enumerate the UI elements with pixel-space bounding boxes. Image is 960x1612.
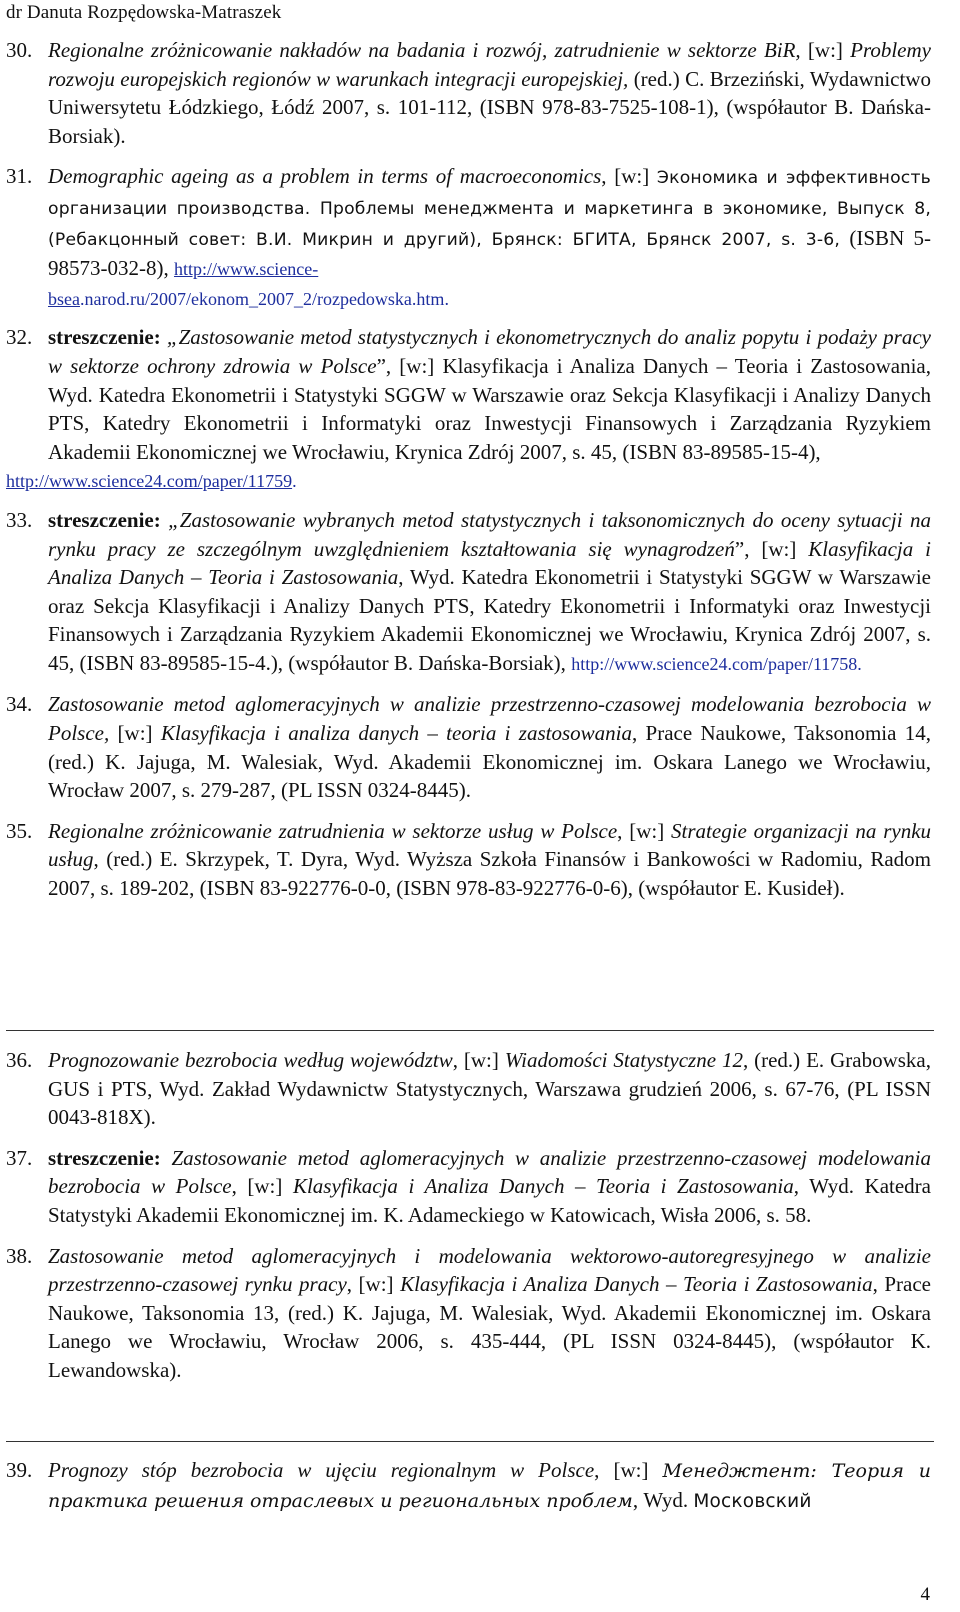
entry-details: , Prace Naukowe, Taksonomia 14, (red.) K. Jajuga, M. Walesiak, Wyd. Akademii Ekonomicznej im. Oskara Lanego we Wrocławiu, Wrocław 2007, s. 279-287, (PL ISSN 0324-8445).: [48, 721, 932, 803]
entry-source-cyrillic: Менеджтент: Теория и практика решения отраслевых и региональных проблем: [48, 1460, 932, 1512]
entry-source-cyrillic: Экономика и эффективность организации производства. Проблемы менеджмента и маркетинга в экономике, Выпуск 8, (Ребакцонный совет: В.И. Микрин и другий), Брянск: БГИТА, Брянск 2007, s. 3-6,: [48, 168, 931, 250]
entry-title: Zastosowanie metod aglomeracyjnych w analizie przestrzenno-czasowej modelowania bezrobocia w Polsce: [48, 1145, 931, 1199]
entry-details: , Wyd. Katedra Ekonometrii i Statystyki SGGW w Warszawie oraz Sekcja Klasyfikacji i Analizy Danych PTS, Katedry Ekonometrii i Informatyki oraz Inwestycji Finansowych i Zarządzania Ryzykiem Akademii Ekonomicznej we Wrocławiu, Krynica Zdrój 2007, s. 45, (ISBN 83-89585-15-4.), (współautor B. Dańska-Borsiak),: [48, 565, 931, 675]
entry-url-link[interactable]: http://www.science24.com/paper/11758: [571, 653, 858, 674]
entry-number: 38.: [6, 1243, 33, 1268]
entry-title: Prognozy stóp bezrobocia w ujęciu regionalnym w Polsce: [48, 1458, 595, 1482]
publication-list-continued: [6, 1046, 960, 1385]
publication-entry-31: [6, 162, 960, 313]
entry-number: 39.: [6, 1458, 33, 1482]
publication-entry-35: [6, 817, 960, 903]
publication-list: [6, 36, 960, 903]
entry-url-link-continued[interactable]: bsea: [48, 288, 80, 309]
entry-in: , [w:]: [452, 1048, 499, 1072]
entry-title: „Zastosowanie metod statystycznych i ekonometrycznych do analiz popytu i podaży pracy w sektorze ochrony zdrowia w Polsce: [48, 325, 931, 378]
entry-source: Strategie organizacji na rynku usług: [48, 818, 932, 872]
entry-title: Zastosowanie metod aglomeracyjnych w analizie przestrzenno-czasowej modelowania bezrobocia w Polsce,: [48, 692, 931, 746]
entry-details: , Prace Naukowe, Taksonomia 13, (red.) K. Jajuga, M. Walesiak, Wyd. Akademii Ekonomicznej im. Oskara Lanego we Wrocławiu, Wrocław 2006, s. 435-444, (PL ISSN 0324-8445), (współautor K. Lewandowska).: [48, 1272, 931, 1382]
entry-text: [48, 1144, 931, 1230]
entry-source: Klasyfikacja i analiza danych – teoria i zastosowania: [160, 721, 632, 746]
entry-text: [48, 36, 931, 150]
entry-number: 31.: [6, 164, 33, 189]
publication-entry-39: [6, 1456, 960, 1516]
entry-in: ”, [w:]: [734, 536, 797, 561]
entry-text: [48, 690, 931, 804]
entry-label: streszczenie:: [48, 1145, 161, 1170]
entry-details: , Wyd. Katedra Statystyki Akademii Ekonomicznej im. K. Adameckiego w Katowicach, Wisła 2006, s. 58.: [48, 1174, 931, 1227]
publication-entry-32: [6, 323, 960, 496]
entry-text: [48, 817, 931, 903]
entry-url-link[interactable]: http://www.science-: [173, 259, 319, 280]
entry-source: Wiadomości Statystyczne 12: [504, 1048, 743, 1072]
entry-in: [w:]: [807, 38, 843, 62]
section-divider: [6, 1441, 934, 1442]
entry-number: 34.: [6, 692, 33, 717]
entry-details: , Wyd.: [632, 1487, 689, 1512]
entry-text: [48, 1242, 931, 1385]
publication-list-final: [6, 1456, 960, 1516]
entry-text: [48, 1456, 931, 1516]
entry-in: , [w:]: [346, 1272, 394, 1297]
entry-title: Zastosowanie metod aglomeracyjnych i modelowania wektorowo-autoregresyjnego w analizie przestrzenno-czasowej rynku pracy: [48, 1243, 931, 1297]
entry-in: , [w:]: [617, 818, 665, 843]
entry-details: ”, [w:] Klasyfikacja i Analiza Danych – Teoria i Zastosowania, Wyd. Katedra Ekonometrii i Statystyki SGGW w Warszawie oraz Sekcja Klasyfikacji i Analizy Danych PTS, Katedry Ekonometrii i Informatyki oraz Inwestycji Finansowych i Zarządzania Ryzykiem Akademii Ekonomicznej we Wrocławiu, Krynica Zdrój 2007, s. 45, (ISBN 83-89585-15-4),: [48, 353, 931, 464]
publication-entry-33: [6, 506, 960, 679]
entry-in: , [w:]: [594, 1458, 649, 1482]
entry-label: streszczenie:: [48, 507, 161, 532]
entry-number: 33.: [6, 507, 33, 532]
entry-source: Problemy rozwoju europejskich regionów w warunkach integracji europejskiej,: [48, 38, 931, 91]
entry-title: Regionalne zróżnicowanie nakładów na badania i rozwój, zatrudnienie w sektorze BiR,: [48, 38, 801, 62]
entry-publisher-cyrillic: Московский: [693, 1490, 812, 1512]
entry-in: [w:]: [117, 721, 153, 746]
entry-url-link[interactable]: http://www.science24.com/paper/11759: [6, 471, 293, 492]
publication-entry-34: [6, 690, 960, 804]
entry-title: Regionalne zróżnicowanie zatrudnienia w sektorze usług w Polsce: [48, 818, 618, 843]
publication-entry-37: [6, 1144, 960, 1230]
entry-in: , [w:]: [231, 1174, 283, 1199]
entry-details: , (red.) E. Skrzypek, T. Dyra, Wyd. Wyższa Szkoła Finansów i Bankowości w Radomiu, Radom 2007, s. 189-202, (ISBN 83-922776-0-0, (ISBN 978-83-922776-0-6), (współautor E. Kusideł).: [48, 847, 931, 901]
entry-number: 37.: [6, 1145, 33, 1170]
section-divider: [6, 1030, 934, 1031]
entry-details: , (red.) E. Grabowska, GUS i PTS, Wyd. Zakład Wydawnictw Statystycznych, Warszawa grudzień 2006, s. 67-76, (PL ISSN 0043-818X).: [48, 1048, 931, 1130]
entry-source: Klasyfikacja i Analiza Danych – Teoria i Zastosowania: [400, 1272, 873, 1297]
publication-entry-36: [6, 1046, 960, 1132]
entry-details: (red.) C. Brzeziński, Wydawnictwo Uniwersytetu Łódzkiego, Łódź 2007, s. 101-112, (ISBN 978-83-7525-108-1), (współautor B. Dańska-Borsiak).: [48, 66, 931, 148]
entry-end: .: [444, 288, 449, 309]
entry-number: 36.: [6, 1048, 33, 1072]
entry-title: Demographic ageing as a problem in terms of macroeconomics: [48, 164, 602, 189]
entry-number: 30.: [6, 38, 33, 62]
publication-entry-38: [6, 1242, 960, 1385]
entry-title: „Zastosowanie wybranych metod statystycznych i taksonomicznych do oceny sytuacji na rynku pracy ze szczególnym uwzględnieniem kształtowania się wynagrodzeń: [48, 507, 931, 561]
entry-in: , [w:]: [601, 164, 650, 189]
entry-source: Klasyfikacja i Analiza Danych – Teoria i Zastosowania: [292, 1174, 794, 1199]
entry-end: .: [292, 471, 297, 492]
entry-url-rest[interactable]: .narod.ru/2007/ekonom_2007_2/rozpedowska.htm: [79, 288, 445, 309]
entry-end: .: [857, 653, 862, 674]
entry-isbn: (ISBN 5-98573-032-8),: [48, 225, 932, 281]
publication-entry-30: [6, 36, 960, 150]
running-header-author: dr Danuta Rozpędowska-Matraszek: [6, 2, 282, 23]
page-number: 4: [920, 1584, 930, 1605]
entry-number: 35.: [6, 818, 33, 843]
entry-text: [48, 1046, 931, 1132]
entry-source: Klasyfikacja i Analiza Danych – Teoria i Zastosowania: [48, 536, 932, 590]
entry-label: streszczenie:: [48, 325, 161, 350]
entry-text: [48, 162, 931, 313]
entry-number: 32.: [6, 325, 33, 350]
entry-title: Prognozowanie bezrobocia według województw: [48, 1048, 453, 1072]
entry-text: [48, 506, 931, 679]
